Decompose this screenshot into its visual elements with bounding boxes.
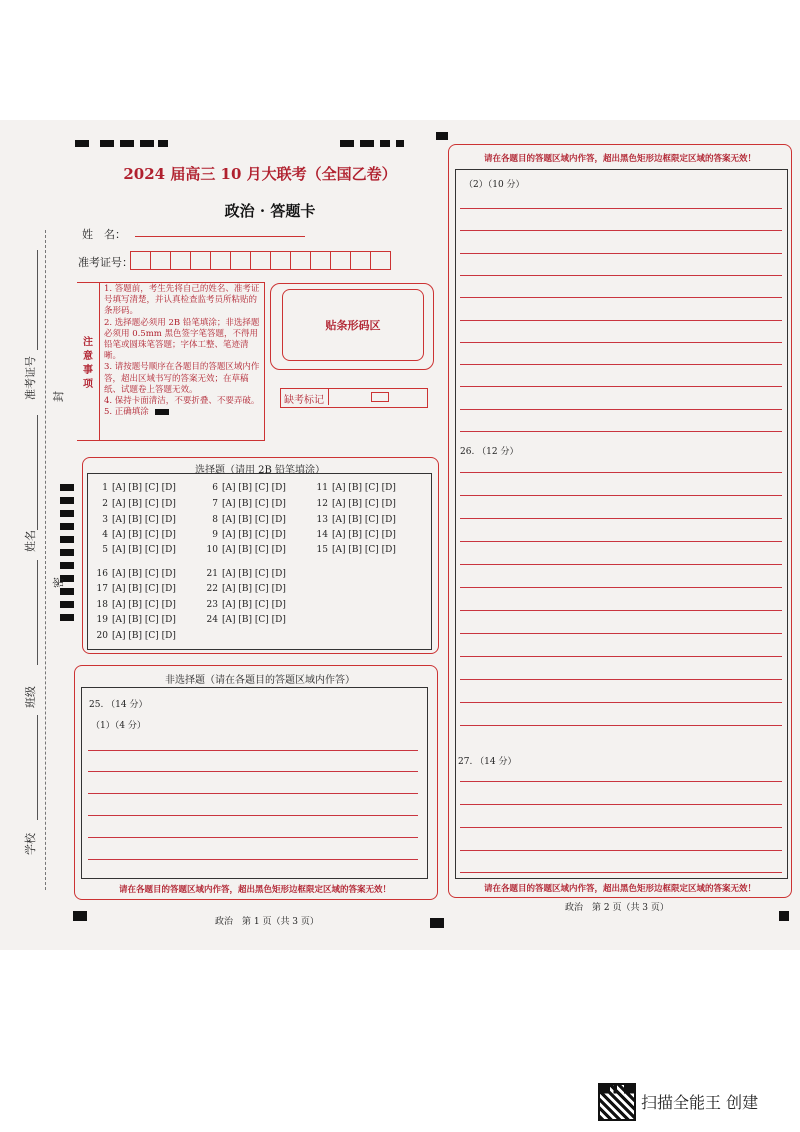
side-mark — [60, 562, 74, 569]
writing-line — [460, 850, 782, 851]
binding-line — [37, 250, 38, 350]
exam-title: 2024 届高三 10 月大联考（全国乙卷） — [123, 165, 397, 183]
alignment-mark — [73, 911, 87, 921]
writing-line — [460, 518, 782, 519]
margin-seal-label: 封 — [52, 391, 65, 402]
writing-line — [460, 230, 782, 231]
writing-line — [460, 297, 782, 298]
choice-question[interactable]: 13 [A] [B] [C] [D] — [316, 515, 396, 525]
exam-id-boxes[interactable] — [130, 251, 390, 270]
barcode-area: 贴条形码区 — [282, 289, 424, 361]
alignment-mark — [779, 911, 789, 921]
choice-question[interactable]: 4 [A] [B] [C] [D] — [102, 530, 176, 540]
writing-line — [460, 633, 782, 634]
question-25-1-label: （1）（4 分） — [91, 721, 146, 731]
writing-line — [88, 837, 418, 838]
scanner-brand-watermark: 扫描全能王 创建 — [641, 1093, 759, 1112]
binding-line — [37, 560, 38, 665]
margin-name-label: 姓名 — [24, 530, 37, 552]
writing-line — [460, 386, 782, 387]
writing-line — [460, 610, 782, 611]
writing-line — [460, 472, 782, 473]
writing-line — [460, 872, 782, 873]
binding-line — [37, 715, 38, 820]
absent-mark-label: 缺考标记 — [284, 395, 324, 406]
answer-sheet-subtitle: 政治 · 答题卡 — [224, 202, 316, 220]
note-item: 4. 保持卡面清洁，不要折叠、不要弄破。 — [104, 396, 260, 407]
choice-question[interactable]: 22 [A] [B] [C] [D] — [206, 584, 286, 594]
choice-question[interactable]: 7 [A] [B] [C] [D] — [212, 499, 286, 509]
choice-question[interactable]: 16 [A] [B] [C] [D] — [96, 569, 176, 579]
side-mark — [60, 588, 74, 595]
writing-line — [88, 750, 418, 751]
alignment-mark — [120, 140, 134, 147]
page-2-footer: 政治 第 2 页（共 3 页） — [565, 903, 669, 913]
choice-question[interactable]: 15 [A] [B] [C] [D] — [316, 545, 396, 555]
alignment-mark — [158, 140, 168, 147]
writing-line — [460, 725, 782, 726]
note-item: 3. 请按题号顺序在各题目的答题区域内作答，超出区域书写的答案无效；在草稿纸、试题卷上答题无效。 — [104, 362, 260, 395]
alignment-mark — [430, 918, 444, 928]
choice-question[interactable]: 21 [A] [B] [C] [D] — [206, 569, 286, 579]
writing-line — [88, 815, 418, 816]
side-mark — [60, 497, 74, 504]
fill-sample-mark — [155, 409, 169, 415]
note-item: 5. 正确填涂 — [104, 407, 262, 418]
side-mark — [60, 614, 74, 621]
right-bottom-warning: 请在各题目的答题区域内作答，超出黑色矩形边框限定区域的答案无效！ — [483, 884, 756, 894]
side-mark — [60, 484, 74, 491]
alignment-mark — [360, 140, 374, 147]
side-mark — [60, 601, 74, 608]
alignment-mark — [100, 140, 114, 147]
note-item: 2. 选择题必须用 2B 铅笔填涂；非选择题必须用 0.5mm 黑色签字笔答题，不得用铅笔或圆珠笔答题；字体工整、笔迹清晰。 — [104, 317, 260, 362]
alignment-mark — [340, 140, 354, 147]
qr-code-icon — [598, 1083, 636, 1121]
writing-line — [460, 342, 782, 343]
side-mark — [60, 510, 74, 517]
writing-line — [460, 804, 782, 805]
question-26-label: 26. （12 分） — [460, 447, 519, 457]
writing-line — [460, 587, 782, 588]
writing-line — [460, 781, 782, 782]
writing-line — [460, 364, 782, 365]
answer-area-25-1[interactable] — [81, 687, 428, 879]
writing-line — [460, 208, 782, 209]
writing-line — [460, 827, 782, 828]
choice-question[interactable]: 12 [A] [B] [C] [D] — [316, 499, 396, 509]
note-item: 1. 答题前，考生先将自己的姓名、准考证号填写清楚，并认真检查监考员所粘贴的条形码。 — [104, 284, 260, 317]
choice-question[interactable]: 11 [A] [B] [C] [D] — [316, 483, 396, 493]
choice-question[interactable]: 23 [A] [B] [C] [D] — [206, 600, 286, 610]
writing-line — [460, 541, 782, 542]
writing-line — [460, 409, 782, 410]
notes-list — [104, 284, 262, 418]
writing-line — [460, 495, 782, 496]
alignment-mark — [436, 132, 448, 140]
choice-question[interactable]: 9 [A] [B] [C] [D] — [212, 530, 286, 540]
margin-class-label: 班级 — [24, 686, 37, 708]
choice-section-title: 选择题（请用 2B 铅笔填涂） — [194, 465, 326, 476]
choice-question[interactable]: 5 [A] [B] [C] [D] — [102, 545, 176, 555]
binding-line — [37, 415, 38, 530]
alignment-mark — [75, 140, 89, 147]
writing-line — [88, 859, 418, 860]
alignment-mark — [396, 140, 404, 147]
margin-school-label: 学校 — [24, 833, 37, 855]
writing-line — [460, 679, 782, 680]
margin-secret-label: 密 — [52, 577, 65, 588]
exam-id-label: 准考证号： — [78, 256, 133, 269]
side-mark — [60, 536, 74, 543]
absent-divider — [328, 389, 329, 405]
choice-question[interactable]: 24 [A] [B] [C] [D] — [206, 615, 286, 625]
question-27-label: 27. （14 分） — [458, 757, 517, 767]
writing-line — [88, 793, 418, 794]
side-mark — [60, 549, 74, 556]
choice-question[interactable]: 18 [A] [B] [C] [D] — [96, 600, 176, 610]
margin-exam-id-label: 准考证号 — [24, 356, 37, 400]
binding-dashed-line — [45, 230, 46, 890]
right-top-warning: 请在各题目的答题区域内作答，超出黑色矩形边框限定区域的答案无效！ — [483, 154, 756, 164]
choice-question[interactable]: 8 [A] [B] [C] [D] — [212, 515, 286, 525]
choice-question[interactable]: 2 [A] [B] [C] [D] — [102, 499, 176, 509]
writing-line — [460, 702, 782, 703]
writing-line — [460, 656, 782, 657]
side-mark — [60, 523, 74, 530]
choice-question[interactable]: 14 [A] [B] [C] [D] — [316, 530, 396, 540]
choice-question[interactable]: 6 [A] [B] [C] [D] — [212, 483, 286, 493]
choice-question[interactable]: 17 [A] [B] [C] [D] — [96, 584, 176, 594]
question-25-label: 25. （14 分） — [89, 700, 148, 710]
name-field[interactable] — [135, 236, 305, 237]
alignment-mark — [140, 140, 154, 147]
question-25-2-label: （2）（10 分） — [464, 180, 525, 190]
choice-question[interactable]: 1 [A] [B] [C] [D] — [102, 483, 176, 493]
left-bottom-warning: 请在各题目的答题区域内作答，超出黑色矩形边框限定区域的答案无效！ — [118, 885, 391, 895]
writing-line — [460, 320, 782, 321]
writing-line — [460, 275, 782, 276]
page-1-footer: 政治 第 1 页（共 3 页） — [215, 917, 319, 927]
writing-line — [460, 431, 782, 432]
alignment-mark — [380, 140, 390, 147]
choice-question[interactable]: 10 [A] [B] [C] [D] — [206, 545, 286, 555]
writing-line — [88, 771, 418, 772]
name-label: 姓 名： — [82, 228, 126, 241]
nonchoice-section-title: 非选择题（请在各题目的答题区域内作答） — [165, 675, 355, 686]
notes-heading: 注 意 事 项 — [83, 337, 93, 390]
choice-question[interactable]: 20 [A] [B] [C] [D] — [96, 631, 176, 641]
choice-question[interactable]: 3 [A] [B] [C] [D] — [102, 515, 176, 525]
choice-question[interactable]: 19 [A] [B] [C] [D] — [96, 615, 176, 625]
absent-checkbox[interactable] — [371, 392, 389, 402]
writing-line — [460, 564, 782, 565]
writing-line — [460, 253, 782, 254]
